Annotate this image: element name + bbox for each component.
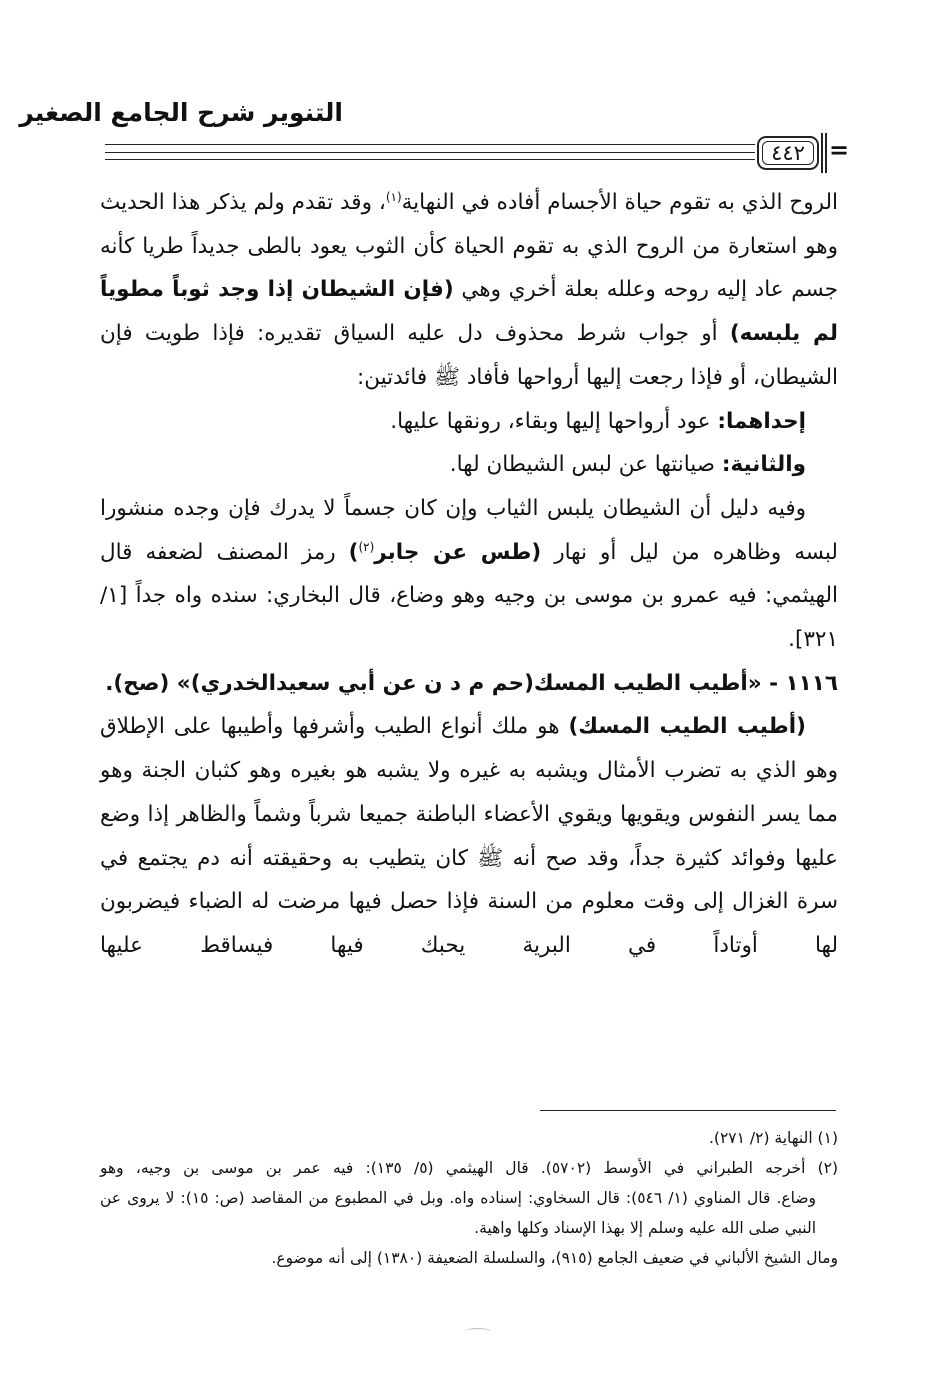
hadith-quote-1: (فإن الشيطان إذا وجد ثوباً مطوياً لم يلبسه) (100, 277, 838, 347)
footnote-2-final: ومال الشيخ الألباني في ضعيف الجامع (٩١٥)، والسلسلة الضعيفة (١٣٨٠) إلى أنه موضوع. (271, 1249, 838, 1267)
hadith-quote-2: (أطيب الطيب المسك) (568, 714, 806, 740)
header-rule-bottom (105, 159, 755, 160)
paragraph-4-text-b: رمز المصنف لضعفه قال الهيثمي: فيه عمرو بن موسى بن وجيه وهو وضاع، قال البخاري: سنده واه جداً [١/ ٣٢١]. (100, 539, 838, 653)
paragraph-1-text-c: أو جواب شرط محذوف دل عليه السياق تقديره: فإذا طويت فإن الشيطان، أو فإذا رجعت إليها أرواحها فأفاد ﷺ فائدتين: (100, 321, 838, 390)
hadith-1116-text: ١١١٦ - «أطيب الطيب المسك(حم م د ن عن أبي سعيدالخدري)» (صح). (105, 670, 838, 696)
footnote-1: (١) النهاية (٢/ ٢٧١). (709, 1129, 838, 1147)
paragraph-4 (100, 487, 838, 662)
paragraph-2 (100, 400, 838, 444)
second-benefit-label: والثانية: (721, 452, 806, 478)
footnote-separator (540, 1110, 836, 1111)
header-rule-middle (105, 152, 755, 153)
page-number-box (757, 136, 819, 170)
first-benefit-label: إحداهما: (717, 408, 806, 434)
paragraph-1-text-b: ، وقد تقدم ولم يذكر هذا الحديث وهو استعارة من الروح الذي به تقوم الحياة كأن الثوب يعود بالطى جديداً طريا كأنه جسم عاد إليه روحه وعلله بعلة أخري وهي (100, 190, 838, 303)
source-citation: (طس عن جابر (374, 539, 542, 565)
hadith-1116 (100, 662, 838, 706)
footnote-2-line-1: (٢) أخرجه الطبراني في الأوسط (٥٧٠٢). قال الهيثمي (٥/ ١٣٥): فيه عمر بن موسى بن وجيه، وهو (100, 1159, 839, 1177)
margin-mark: = (829, 136, 850, 164)
footnote-ref-2: (٢) (358, 539, 375, 554)
paragraph-6 (100, 705, 838, 967)
page-number-bars (821, 133, 827, 173)
source-citation-close: ) (348, 539, 359, 565)
paragraph-1 (100, 181, 838, 400)
page-number: ٤٤٢ (771, 141, 805, 165)
paragraph-4-text-a: وفيه دليل أن الشيطان يلبس الثياب وإن كان جسماً لا يدرك فإن وجده منشورا لبسه وظاهره من ليل أو نهار (100, 495, 838, 565)
page-smudge (465, 1328, 491, 1335)
main-text (100, 181, 838, 968)
paragraph-1-text-a: الروح الذي به تقوم حياة الأجسام أفاده في النهاية (401, 190, 838, 215)
footnotes (100, 1123, 838, 1273)
paragraph-6-text: هو ملك أنواع الطيب وأشرفها وأطيبها على الإطلاق وهو الذي به تضرب الأمثال ويشبه به غيره ولا يشبه هو بغيره وهو كثبان الجنة وهو مما يسر النفوس ويقويها ويقوي الأعضاء الباطنة جميعا شرباً وشماً والظاهر إذا وضع عليها وفوائد كثيرة جداً، وقد صح أنه ﷺ كان يتطيب به وحقيقته أنه دم يجتمع في سرة الغزال إلى وقت معلوم من السنة فإذا حصل فيها مرضت له الضباء فيضربون لها أوتاداً في البرية يحبك فيها فيساقط عليها (100, 714, 838, 958)
header-rule-top (105, 144, 755, 145)
paragraph-3 (100, 443, 838, 487)
second-benefit-text: صيانتها عن لبس الشيطان لها. (449, 452, 722, 478)
running-title: التنوير شرح الجامع الصغير (19, 98, 343, 127)
page-number-box-inner-frame (762, 141, 814, 165)
footnote-2-continuation: وضاع. قال المناوي (١/ ٥٤٦): قال السخاوي: إسناده واه. وبل في المطبوع من المقاصد (ص: ١٥): لا يروى عن النبي صلى الله عليه وسلم إلا بهذا الإسناد وكلها واهية. (100, 1189, 816, 1237)
footnote-ref-1: (١) (385, 189, 402, 204)
first-benefit-text: عود أرواحها إليها وبقاء، رونقها عليها. (390, 408, 718, 434)
